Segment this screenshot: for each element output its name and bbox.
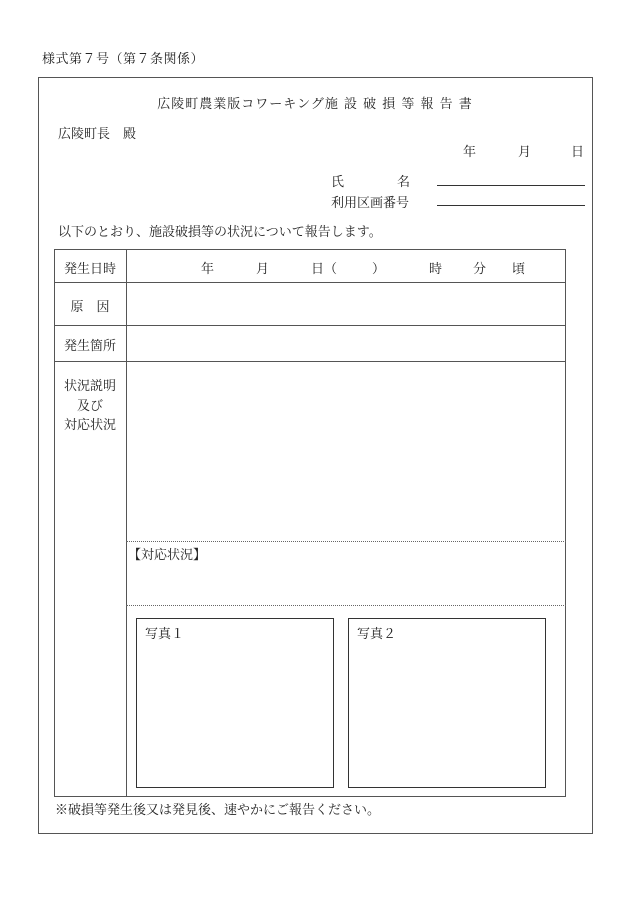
response-divider bbox=[126, 541, 566, 542]
location-label: 発生箇所 bbox=[63, 339, 116, 354]
date-month-label: 月 bbox=[518, 145, 532, 160]
intro-text: 以下のとおり、施設破損等の状況について報告します。 bbox=[58, 225, 382, 240]
response-field[interactable] bbox=[127, 562, 565, 604]
form-number-label: 様式第７号（第７条関係） bbox=[42, 52, 205, 67]
cause-label: 原 因 bbox=[70, 300, 110, 315]
occurrence-hour: 時 bbox=[429, 262, 443, 277]
occurrence-weekday-close: ） bbox=[372, 262, 386, 277]
photo-1-box[interactable] bbox=[136, 618, 334, 788]
user-id-field-line[interactable] bbox=[437, 205, 585, 206]
name-label-part1: 氏 bbox=[331, 175, 345, 190]
location-field[interactable] bbox=[127, 326, 565, 361]
occurrence-minute: 分 bbox=[473, 262, 487, 277]
photo-divider bbox=[126, 605, 566, 606]
photo-2-box[interactable] bbox=[348, 618, 546, 788]
user-id-label: 利用区画番号 bbox=[331, 196, 410, 211]
situation-label-line2: 及び bbox=[76, 399, 103, 414]
photo-1-label: 写真１ bbox=[145, 627, 185, 642]
response-label: 【対応状況】 bbox=[128, 548, 207, 563]
form-title: 広陵町農業版コワーキング施 設 破 損 等 報 告 書 bbox=[157, 97, 473, 112]
addressee: 広陵町長 殿 bbox=[58, 127, 137, 142]
name-field-line[interactable] bbox=[437, 185, 585, 186]
occurrence-datetime-label: 発生日時 bbox=[63, 262, 116, 277]
name-label-part2: 名 bbox=[397, 175, 411, 190]
date-year-label: 年 bbox=[463, 145, 477, 160]
situation-field[interactable] bbox=[127, 362, 565, 540]
cause-field[interactable] bbox=[127, 283, 565, 325]
occurrence-year: 年 bbox=[201, 262, 215, 277]
situation-label-line3: 対応状況 bbox=[63, 418, 116, 433]
occurrence-day: 日（ bbox=[311, 262, 338, 277]
date-day-label: 日 bbox=[571, 145, 585, 160]
footnote: ※破損等発生後又は発見後、速やかにご報告ください。 bbox=[55, 803, 381, 818]
situation-label-line1: 状況説明 bbox=[63, 379, 116, 394]
occurrence-month: 月 bbox=[256, 262, 270, 277]
occurrence-around: 頃 bbox=[512, 262, 526, 277]
photo-2-label: 写真２ bbox=[357, 627, 397, 642]
